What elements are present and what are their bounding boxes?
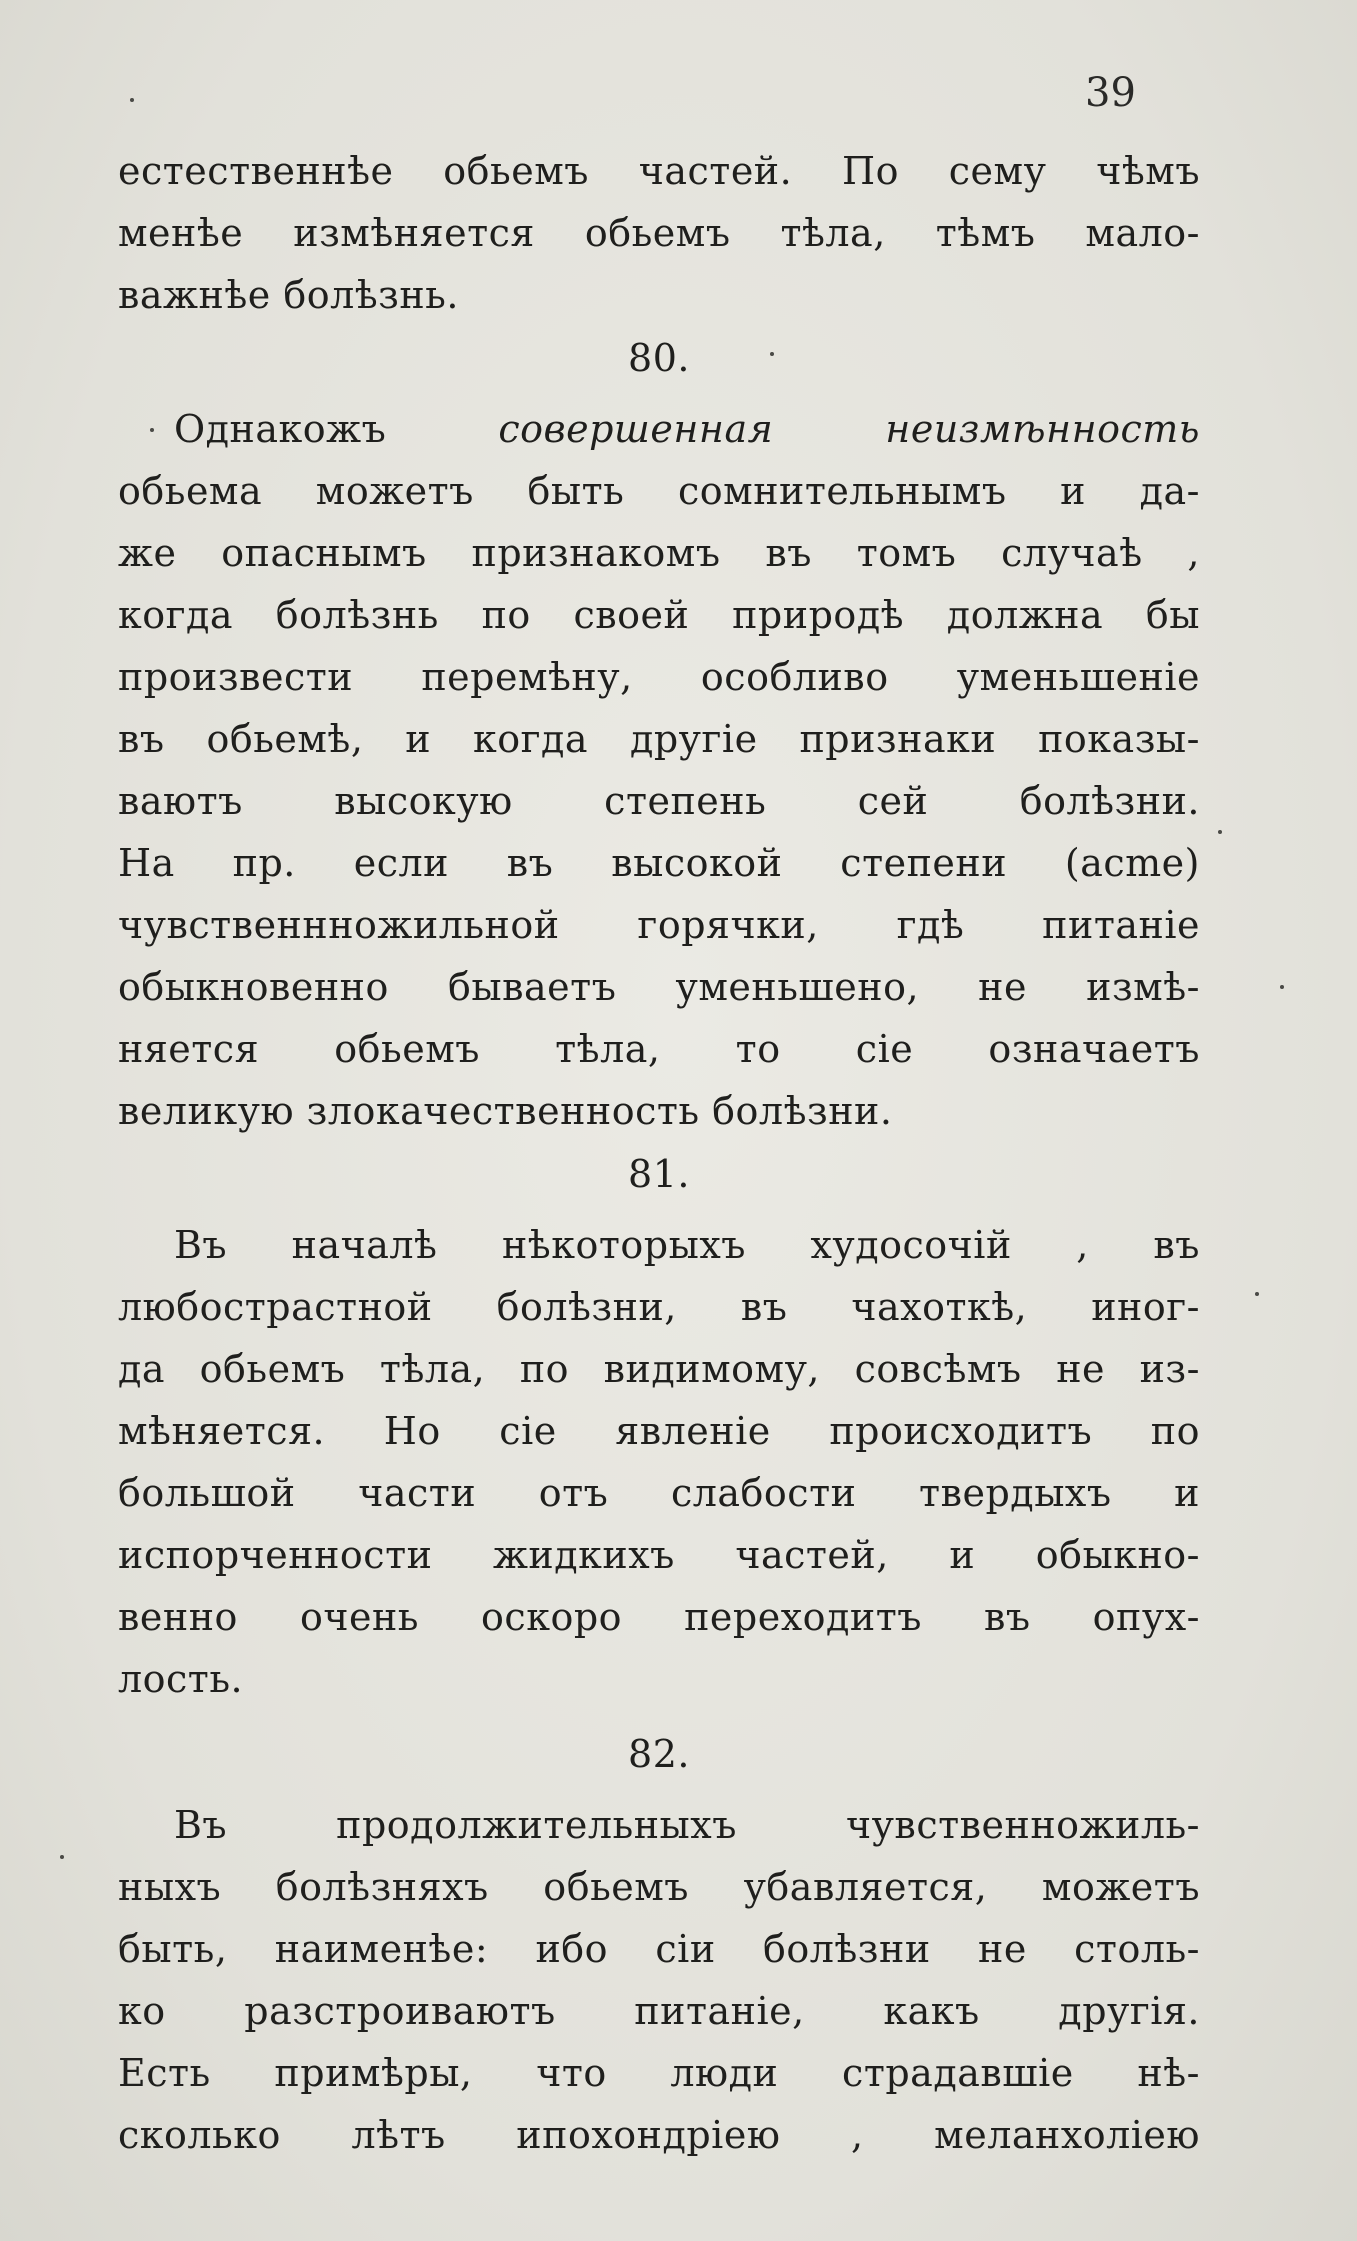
section-number: 80. bbox=[628, 336, 690, 380]
paper-speck bbox=[150, 428, 154, 432]
text-line: въ обьемѣ, и когда другіе признаки показы- bbox=[118, 717, 1200, 761]
text-line: большой части отъ слабости твердыхъ и bbox=[118, 1471, 1200, 1515]
paper-speck bbox=[1280, 985, 1284, 989]
section-number: 82. bbox=[628, 1732, 690, 1776]
paper-speck bbox=[770, 352, 774, 356]
text-line: чувственнножильной горячки, гдѣ питаніе bbox=[118, 903, 1200, 947]
text-line: няется обьемъ тѣла, то сіе означаетъ bbox=[118, 1027, 1200, 1071]
paper-speck bbox=[60, 1855, 64, 1859]
text-line: важнѣе болѣзнь. bbox=[118, 273, 459, 317]
paper-speck bbox=[1218, 830, 1222, 834]
text-line: Въ продолжительныхъ чувственножиль- bbox=[174, 1803, 1200, 1847]
section-number: 81. bbox=[628, 1152, 690, 1196]
text-line bbox=[118, 398, 1200, 460]
text-line: испорченности жидкихъ частей, и обыкно- bbox=[118, 1533, 1200, 1577]
text-line: произвести перемѣну, особливо уменьшеніе bbox=[118, 655, 1200, 699]
text-line: Въ началѣ нѣкоторыхъ худосочій , въ bbox=[174, 1223, 1200, 1267]
text-line: венно очень оскоро переходитъ въ опух- bbox=[118, 1595, 1200, 1639]
text-line: менѣе измѣняется обьемъ тѣла, тѣмъ мало- bbox=[118, 211, 1200, 255]
text-line: Есть примѣры, что люди страдавшіе нѣ- bbox=[118, 2051, 1200, 2095]
text-line: ко разстроиваютъ питаніе, какъ другія. bbox=[118, 1989, 1200, 2033]
text-line: обыкновенно бываетъ уменьшено, не измѣ- bbox=[118, 965, 1200, 1009]
page-text bbox=[118, 140, 1200, 2166]
text-line: великую злокачественность болѣзни. bbox=[118, 1089, 893, 1133]
text-line: да обьемъ тѣла, по видимому, совсѣмъ не из- bbox=[118, 1347, 1200, 1391]
text-line: ваютъ высокую степень сей болѣзни. bbox=[118, 779, 1200, 823]
text-word: Однакожъ bbox=[174, 407, 499, 451]
text-line: сколько лѣтъ ипохондріею , меланхоліею bbox=[118, 2113, 1200, 2157]
text-line: же опаснымъ признакомъ въ томъ случаѣ , bbox=[118, 531, 1200, 575]
text-line: любострастной болѣзни, въ чахоткѣ, иног- bbox=[118, 1285, 1200, 1329]
text-line: На пр. если въ высокой степени (acme) bbox=[118, 841, 1200, 885]
text-line: ныхъ болѣзняхъ обьемъ убавляется, можетъ bbox=[118, 1865, 1200, 1909]
text-line: естественнѣе обьемъ частей. По сему чѣмъ bbox=[118, 149, 1200, 193]
emphasized-text: совершенная неизмѣнность bbox=[498, 407, 1200, 451]
text-line: лость. bbox=[118, 1657, 244, 1701]
text-line: обьема можетъ быть сомнительнымъ и да- bbox=[118, 469, 1200, 513]
text-line-italic bbox=[174, 407, 1200, 451]
text-line: быть, наименѣе: ибо сіи болѣзни не столь- bbox=[118, 1927, 1200, 1971]
page-number: 39 bbox=[1085, 70, 1136, 116]
paper-speck bbox=[130, 98, 134, 102]
text-line: когда болѣзнь по своей природѣ должна бы bbox=[118, 593, 1200, 637]
paper-speck bbox=[1255, 1292, 1259, 1296]
text-line: мѣняется. Но сіе явленіе происходитъ по bbox=[118, 1409, 1200, 1453]
